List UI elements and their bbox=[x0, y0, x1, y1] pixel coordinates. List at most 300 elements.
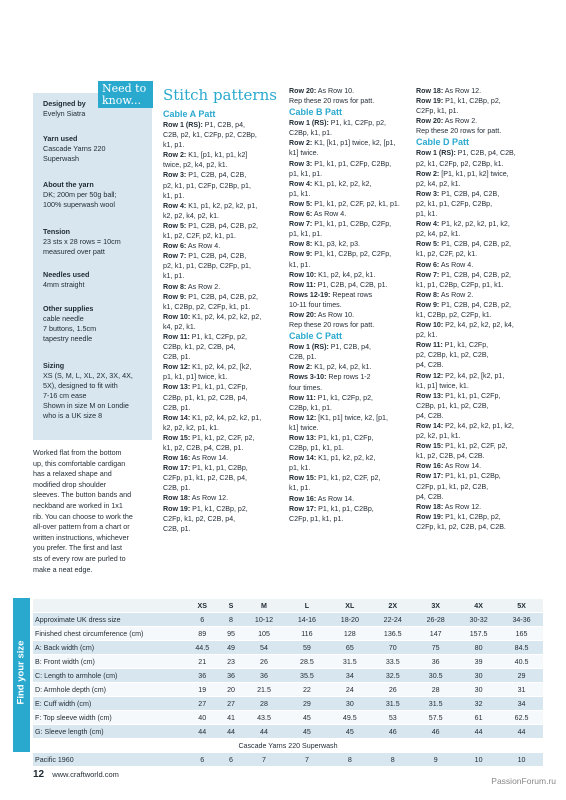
row-text: P1, C2B, p4, C2B, p2, bbox=[439, 240, 512, 249]
row-label-cell: C: Length to armhole (cm) bbox=[33, 669, 185, 683]
table-cell: 157.5 bbox=[457, 627, 500, 641]
row-text: Rep rows 1-2 bbox=[326, 373, 371, 382]
table-cell: 49 bbox=[220, 641, 243, 655]
sidebar-section bbox=[43, 361, 155, 421]
column-3 bbox=[416, 86, 546, 532]
table-cell: 24 bbox=[328, 683, 371, 697]
row-text: P1, k1, p2, C2F, p2, bbox=[443, 442, 508, 451]
page-footer bbox=[33, 769, 119, 780]
table-cell: 80 bbox=[457, 641, 500, 655]
row-text: K1, p2, k4, p2, k2, p2, bbox=[190, 312, 262, 321]
row-text: k2, p2, k4, p2, k1. bbox=[163, 211, 219, 220]
page-number: 12 bbox=[33, 769, 45, 780]
table-cell: 65 bbox=[328, 641, 371, 655]
row-label: Row 3: bbox=[416, 189, 440, 198]
table-cell: 31.5 bbox=[328, 655, 371, 669]
row-text: P1, k1, C2Fp, p2, bbox=[315, 393, 373, 402]
table-cell: 54 bbox=[243, 641, 286, 655]
instruction-line bbox=[416, 169, 546, 179]
instruction-line bbox=[289, 453, 415, 463]
column-2 bbox=[289, 86, 415, 524]
table-cell: 28 bbox=[243, 697, 286, 711]
yarn-label: Cascade Yarns 220 Superwash bbox=[33, 739, 543, 753]
row-label: Row 19: bbox=[163, 504, 191, 513]
row-label: Row 11: bbox=[289, 280, 316, 289]
sidebar-section bbox=[43, 134, 155, 164]
row-text: k2, p2, k2, p1, k1. bbox=[163, 423, 219, 432]
sidebar-section bbox=[43, 227, 155, 257]
row-label: Row 2: bbox=[289, 139, 313, 148]
table-cell: 44 bbox=[243, 725, 286, 739]
row-text: C2B, p1. bbox=[163, 353, 191, 362]
row-text: As Row 2. bbox=[443, 117, 478, 126]
instruction-line bbox=[289, 249, 415, 259]
row-label-cell: Pacific 1960 bbox=[33, 753, 185, 767]
row-label-cell: B: Front width (cm) bbox=[33, 655, 185, 669]
row-text: C2Bp, p1, k1, p2, C2B, bbox=[416, 401, 489, 410]
instruction-line bbox=[163, 261, 283, 271]
row-text: P1, C2B, p4, C2B, bbox=[439, 189, 500, 198]
row-label: Row 14: bbox=[289, 454, 317, 463]
intro-line: Worked flat from the bottom bbox=[33, 448, 122, 457]
sidebar-heading: Other supplies bbox=[43, 304, 94, 313]
row-text: P1, k1, p1, C2Bp, bbox=[443, 472, 501, 481]
sidebar-line: Superwash bbox=[43, 154, 79, 163]
sidebar-line: 7 buttons, 1.5cm bbox=[43, 324, 97, 333]
row-text: k1, p2, C2B, p4, C2B. bbox=[416, 452, 485, 461]
table-cell: 29 bbox=[500, 669, 543, 683]
row-label: Rows 12-19: bbox=[289, 290, 331, 299]
instruction-line bbox=[416, 512, 546, 522]
table-row bbox=[33, 683, 543, 697]
sidebar-line: 100% superwash wool bbox=[43, 200, 115, 209]
instruction-line bbox=[289, 433, 415, 443]
table-cell: 20 bbox=[220, 683, 243, 697]
intro-line: sts of every row are purled to bbox=[33, 553, 126, 563]
row-label: Row 15: bbox=[163, 433, 191, 442]
row-label: Row 17: bbox=[163, 464, 191, 473]
instruction-line bbox=[163, 292, 283, 302]
instruction-line bbox=[289, 463, 415, 473]
instruction-line bbox=[416, 522, 546, 532]
row-label: Row 17: bbox=[289, 504, 317, 513]
instruction-line bbox=[416, 300, 546, 310]
table-cell: 105 bbox=[243, 627, 286, 641]
table-cell: 49.5 bbox=[328, 711, 371, 725]
row-label: Row 15: bbox=[416, 442, 444, 451]
row-text: P2, k4, p2, k2, p1, k2, bbox=[443, 422, 514, 430]
row-text: K1, [p1, k1, p1, k2] bbox=[186, 151, 248, 160]
instruction-line bbox=[289, 128, 415, 138]
row-label: Row 18: bbox=[163, 494, 191, 503]
table-cell: 21 bbox=[185, 655, 220, 669]
row-text: P2, k4, p2, [k2, p1, bbox=[443, 371, 505, 380]
row-label: Row 10: bbox=[416, 321, 444, 330]
instruction-line bbox=[163, 312, 283, 322]
row-text: P1, k1, p1, C2Bp, C2Fp, bbox=[312, 220, 392, 229]
table-cell: 31.5 bbox=[414, 697, 457, 711]
table-cell: 84.5 bbox=[500, 641, 543, 655]
row-text: p2, k1, p1, C2Bp, C2Fp, p1, bbox=[163, 262, 251, 271]
table-cell: 23 bbox=[220, 655, 243, 669]
row-text: Rep these 20 rows for patt. bbox=[289, 97, 375, 106]
row-text: k1, p2, C2F, p2, k1, p1. bbox=[163, 232, 236, 241]
instruction-line bbox=[289, 310, 415, 320]
row-text: 10-11 four times. bbox=[289, 300, 342, 309]
sidebar-line: Cascade Yarns 220 bbox=[43, 144, 106, 153]
row-label: Row 12: bbox=[163, 363, 191, 372]
need-to-know-title: Need to know... bbox=[98, 81, 153, 108]
row-label: Row 16: bbox=[289, 494, 317, 503]
table-cell: 21.5 bbox=[243, 683, 286, 697]
row-label: Row 4: bbox=[163, 201, 187, 210]
table-cell: 95 bbox=[220, 627, 243, 641]
column-header: L bbox=[285, 599, 328, 613]
instruction-line bbox=[163, 130, 283, 140]
instruction-line bbox=[163, 140, 283, 150]
row-text: p2, k1, p1, C2Fp, C2Bp, p1, bbox=[163, 181, 251, 190]
instruction-line bbox=[289, 260, 415, 270]
instruction-line bbox=[163, 403, 283, 413]
table-cell: 27 bbox=[185, 697, 220, 711]
row-text: P1, k1, p1, C2Fp, bbox=[190, 383, 248, 392]
table-cell: 10 bbox=[500, 753, 543, 767]
row-text: p1, k1, p1] twice, k1. bbox=[163, 373, 228, 382]
instruction-line bbox=[163, 352, 283, 362]
row-label: Row 13: bbox=[416, 391, 444, 400]
intro-line: all-over pattern from a chart or bbox=[33, 522, 130, 532]
table-cell: 35.5 bbox=[285, 669, 328, 683]
instruction-line bbox=[416, 401, 546, 411]
table-cell: 46 bbox=[371, 725, 414, 739]
table-cell: 27 bbox=[220, 697, 243, 711]
row-text: P1, C2B, p4, C2B, p2, bbox=[186, 221, 259, 230]
intro-line: written instructions, whichever bbox=[33, 532, 129, 542]
table-cell: 40.5 bbox=[500, 655, 543, 669]
row-text: P1, k1, C2Bp, p2, bbox=[190, 504, 248, 513]
row-label: Row 17: bbox=[416, 472, 444, 481]
instruction-line bbox=[416, 148, 546, 158]
row-text: K1, p3, k2, p3. bbox=[312, 240, 360, 249]
instruction-line bbox=[416, 126, 546, 136]
sidebar-heading: Yarn used bbox=[43, 134, 78, 143]
row-text: As Row 4. bbox=[186, 242, 221, 251]
table-cell: 70 bbox=[371, 641, 414, 655]
instruction-line bbox=[416, 451, 546, 461]
row-label-cell: Finished chest circumference (cm) bbox=[33, 627, 185, 641]
row-text: p2, k1. bbox=[416, 331, 438, 340]
row-text: P1, C2B, p4, C2B, bbox=[186, 171, 247, 180]
row-text: As Row 14. bbox=[316, 494, 355, 503]
row-label: Row 1 (RS): bbox=[416, 149, 456, 158]
instruction-line bbox=[289, 179, 415, 189]
instruction-line bbox=[416, 482, 546, 492]
row-text: P1, k1, C2Fp, bbox=[442, 341, 489, 350]
instruction-line bbox=[163, 413, 283, 423]
intro-line: modified drop shoulder bbox=[33, 479, 107, 489]
table-cell: 89 bbox=[185, 627, 220, 641]
row-text: Rep these 20 rows for patt. bbox=[289, 321, 375, 330]
row-label: Row 5: bbox=[289, 199, 313, 208]
row-text: C2B, p1. bbox=[163, 484, 191, 493]
instruction-line bbox=[289, 159, 415, 169]
row-text: P1, C2B, p4, bbox=[202, 121, 246, 129]
instruction-line bbox=[416, 371, 546, 381]
instruction-line bbox=[416, 189, 546, 199]
intro-line: has a relaxed shape and bbox=[33, 469, 112, 479]
column-header: XL bbox=[328, 599, 371, 613]
row-text: p2, k4, p2, k1. bbox=[416, 179, 461, 188]
instruction-line bbox=[289, 423, 415, 433]
row-text: P1, k1, C2Fp, p2, bbox=[189, 332, 247, 341]
row-text: C2Bp, p1, k1, p1. bbox=[289, 444, 344, 453]
intro-line: sleeves. The button bands and bbox=[33, 490, 132, 500]
row-label: Row 4: bbox=[289, 179, 313, 188]
table-row bbox=[33, 725, 543, 739]
instruction-line bbox=[163, 423, 283, 433]
instruction-line bbox=[416, 290, 546, 300]
table-cell: 44 bbox=[185, 725, 220, 739]
instruction-line bbox=[163, 201, 283, 211]
table-cell: 36 bbox=[243, 669, 286, 683]
instruction-line bbox=[163, 524, 283, 534]
instruction-line bbox=[289, 372, 415, 382]
sidebar-heading: Needles used bbox=[43, 270, 90, 279]
table-cell: 14-16 bbox=[285, 613, 328, 627]
instruction-line bbox=[163, 282, 283, 292]
instruction-line bbox=[163, 231, 283, 241]
instruction-line bbox=[416, 280, 546, 290]
row-text: C2B, p1. bbox=[289, 353, 317, 362]
row-text: P1, C2B, p4, C2B, p2, bbox=[186, 292, 259, 301]
row-text: C2Bp, k1, p2, C2B, p4, bbox=[163, 343, 236, 352]
size-table bbox=[33, 599, 543, 767]
instruction-line bbox=[163, 251, 283, 261]
row-label: Row 2: bbox=[416, 169, 440, 178]
row-text: p1, k1. bbox=[289, 189, 311, 198]
row-label: Row 16: bbox=[163, 454, 191, 463]
row-text: C2Fp, k1, p1. bbox=[416, 107, 459, 116]
table-cell: 10 bbox=[457, 753, 500, 767]
instruction-line bbox=[416, 320, 546, 330]
row-label: Row 8: bbox=[163, 282, 187, 291]
row-text: C2B, p1. bbox=[163, 403, 191, 412]
instruction-line bbox=[416, 239, 546, 249]
instruction-line bbox=[163, 382, 283, 392]
row-text: P1, k1, p1, C2Bp, bbox=[316, 504, 374, 513]
instruction-line bbox=[289, 189, 415, 199]
row-text: k1, p1, C2Bp, C2Fp, p1, k1. bbox=[416, 280, 504, 289]
instruction-line bbox=[289, 138, 415, 148]
instruction-line bbox=[416, 502, 546, 512]
instruction-line bbox=[163, 160, 283, 170]
instruction-line bbox=[416, 179, 546, 189]
instruction-line bbox=[416, 229, 546, 239]
row-text: K1, p1, k2, p2, k2, bbox=[312, 179, 372, 188]
row-label: Row 11: bbox=[416, 341, 443, 350]
instruction-line bbox=[289, 320, 415, 330]
table-cell: 30 bbox=[457, 683, 500, 697]
column-header: S bbox=[220, 599, 243, 613]
instruction-line bbox=[289, 504, 415, 514]
table-cell: 36 bbox=[185, 669, 220, 683]
row-text: Repeat rows bbox=[330, 290, 373, 299]
table-cell: 36 bbox=[220, 669, 243, 683]
column-header: XS bbox=[185, 599, 220, 613]
row-label: Row 20: bbox=[416, 117, 444, 126]
instruction-line bbox=[289, 96, 415, 106]
table-cell: 36 bbox=[414, 655, 457, 669]
table-cell: 45 bbox=[285, 725, 328, 739]
instruction-line bbox=[289, 342, 415, 352]
row-label: Row 12: bbox=[416, 371, 444, 380]
row-text: P1, C2B, p4, C2B, p2, bbox=[439, 300, 512, 309]
table-cell: 6 bbox=[220, 753, 243, 767]
row-text: k1] twice. bbox=[289, 149, 319, 158]
table-row bbox=[33, 641, 543, 655]
pattern-heading: Cable D Patt bbox=[416, 137, 470, 148]
row-label: Row 5: bbox=[163, 221, 187, 230]
row-text: k1, p2, C2B, p4, C2B, p1. bbox=[163, 444, 244, 452]
row-label: Row 9: bbox=[416, 300, 440, 309]
row-text: P1, C2B, p4, C2B, p1. bbox=[315, 280, 388, 289]
instruction-line bbox=[163, 514, 283, 524]
row-text: As Row 4. bbox=[312, 210, 347, 219]
table-cell: 7 bbox=[285, 753, 328, 767]
instruction-line bbox=[416, 360, 546, 370]
row-text: As Row 10. bbox=[316, 310, 355, 319]
stitch-patterns-heading: Stitch patterns bbox=[163, 86, 277, 104]
row-label: Row 18: bbox=[416, 87, 444, 95]
sidebar-line: who is a UK size 8 bbox=[43, 411, 103, 420]
table-row bbox=[33, 697, 543, 711]
instruction-line bbox=[163, 504, 283, 514]
row-text: C2Fp, p1, k1, p2, C2B, p4, bbox=[163, 474, 247, 483]
table-cell: 30.5 bbox=[414, 669, 457, 683]
row-text: As Row 2. bbox=[439, 290, 474, 299]
row-text: C2B, p2, k1, C2Fp, p2, C2Bp, bbox=[163, 131, 257, 140]
row-label: Row 14: bbox=[163, 413, 191, 422]
row-text: four times. bbox=[289, 383, 323, 392]
row-label: Row 9: bbox=[163, 292, 187, 301]
instruction-line bbox=[289, 413, 415, 423]
row-text: Rep these 20 rows for patt. bbox=[416, 127, 502, 136]
row-text: P1, C2B, p4, bbox=[328, 343, 372, 352]
sidebar-line: tapestry needle bbox=[43, 334, 93, 343]
pattern-heading: Cable C Patt bbox=[289, 331, 343, 342]
table-row bbox=[33, 627, 543, 641]
table-cell: 34 bbox=[328, 669, 371, 683]
sidebar-line: Shown in size M on Londie bbox=[43, 401, 129, 410]
sidebar-section bbox=[43, 180, 155, 210]
row-text: p2, k1, p1, C2Fp, C2Bp, bbox=[416, 199, 493, 208]
table-row bbox=[33, 711, 543, 725]
sidebar-heading: Sizing bbox=[43, 361, 65, 370]
instruction-line bbox=[416, 330, 546, 340]
sidebar-line: 7-16 cm ease bbox=[43, 391, 87, 400]
instruction-line bbox=[416, 431, 546, 441]
row-label: Row 2: bbox=[163, 151, 187, 160]
table-cell: 136.5 bbox=[371, 627, 414, 641]
row-text: K1, p2, k4, p2, k1. bbox=[316, 270, 376, 279]
row-text: As Row 12. bbox=[443, 87, 482, 95]
table-cell: 40 bbox=[185, 711, 220, 725]
row-text: [P1, k1, p1, k2] twice, bbox=[439, 169, 509, 178]
instruction-line bbox=[163, 463, 283, 473]
row-label: Row 5: bbox=[416, 240, 440, 249]
row-text: P1, k1, C2Fp, p2, bbox=[328, 119, 386, 128]
row-label: Row 4: bbox=[416, 220, 440, 229]
instruction-line bbox=[289, 270, 415, 280]
row-text: k1, p1] twice, k1. bbox=[416, 381, 469, 390]
table-cell: 61 bbox=[457, 711, 500, 725]
table-cell: 8 bbox=[328, 753, 371, 767]
instruction-line bbox=[289, 300, 415, 310]
instruction-line bbox=[289, 403, 415, 413]
row-label: Row 16: bbox=[416, 462, 444, 471]
instruction-line bbox=[289, 514, 415, 524]
row-text: C2B, p1. bbox=[163, 524, 191, 533]
table-cell: 22-24 bbox=[371, 613, 414, 627]
row-text: As Row 14. bbox=[190, 454, 229, 463]
instruction-line bbox=[416, 106, 546, 116]
intro-line: neckband are worked in 1x1 bbox=[33, 500, 123, 510]
row-label: Row 2: bbox=[289, 363, 313, 372]
table-cell: 44.5 bbox=[185, 641, 220, 655]
sidebar-heading: About the yarn bbox=[43, 180, 94, 189]
table-cell: 116 bbox=[285, 627, 328, 641]
table-cell: 62.5 bbox=[500, 711, 543, 725]
row-text: K1, p1, k2, p2, k2, p1, bbox=[186, 201, 258, 210]
row-label: Row 11: bbox=[163, 332, 190, 341]
row-label-cell: E: Cuff width (cm) bbox=[33, 697, 185, 711]
row-text: p1, k1. bbox=[289, 464, 311, 473]
row-label: Rows 3-10: bbox=[289, 373, 327, 382]
instruction-line bbox=[163, 191, 283, 201]
row-text: k1, C2Bp, p2, C2Fp, k1, p1. bbox=[163, 302, 251, 311]
row-text: k1] twice. bbox=[289, 423, 319, 432]
sidebar-heading: Tension bbox=[43, 227, 71, 236]
watermark: PassionForum.ru bbox=[491, 776, 556, 786]
row-text: p2, C2Bp, k1, p2, C2B, bbox=[416, 351, 489, 360]
table-cell: 147 bbox=[414, 627, 457, 641]
instruction-line bbox=[163, 453, 283, 463]
table-cell: 53 bbox=[371, 711, 414, 725]
instruction-line bbox=[163, 181, 283, 191]
instruction-line bbox=[416, 411, 546, 421]
intro-line: rib. You can choose to work the bbox=[33, 511, 133, 521]
instruction-line bbox=[289, 199, 415, 209]
table-cell: 75 bbox=[414, 641, 457, 655]
table-cell: 31.5 bbox=[371, 697, 414, 711]
row-label: Row 6: bbox=[163, 242, 187, 251]
row-text: k1, p1. bbox=[163, 272, 185, 281]
row-label: Row 10: bbox=[163, 312, 191, 321]
row-text: P1, k1, p1, C2Fp, bbox=[316, 434, 374, 442]
row-text: C2Bp, p1, k1, p2, C2B, p4, bbox=[163, 393, 248, 402]
row-text: K1, [k1, p1] twice, k2, [p1, bbox=[312, 139, 396, 148]
instruction-line bbox=[163, 433, 283, 443]
intro-text bbox=[33, 448, 153, 575]
table-cell: 45 bbox=[285, 711, 328, 725]
instruction-line bbox=[163, 342, 283, 352]
row-text: k1, C2Bp, p2, C2Fp, k1. bbox=[416, 310, 492, 319]
row-text: As Row 10. bbox=[316, 87, 355, 95]
row-text: P1, C2B, p4, C2B, bbox=[186, 252, 247, 261]
yarn-quantity-row bbox=[33, 753, 543, 767]
sidebar-section bbox=[43, 99, 155, 119]
instruction-line bbox=[163, 322, 283, 332]
